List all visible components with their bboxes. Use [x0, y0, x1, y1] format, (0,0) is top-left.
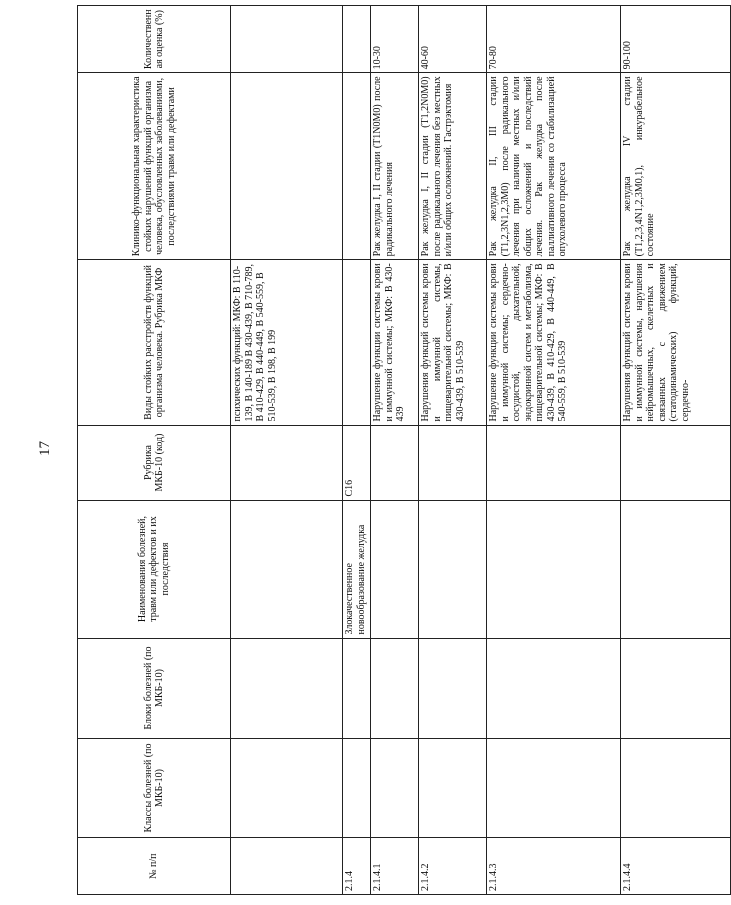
cell-code [621, 425, 731, 500]
cell-class [419, 738, 487, 838]
cell-class [371, 738, 419, 838]
header-functions: Виды стойких расстройств функций организма человека. Рубрика МКФ [78, 260, 231, 425]
table-row [231, 6, 343, 895]
cell-block [343, 638, 371, 738]
cell-percent: 10-30 [371, 6, 419, 73]
cell-num: 2.1.4.4 [621, 838, 731, 895]
cell-clinical: Рак желудка II, III стадии (T1,2,3N1,2,3M0) после радикального лечения при наличии местных и/или общих осложнений и последствий лечения. Рак желудка после паллиативного лечения со стабилизацией опухолевого процесса [487, 73, 621, 260]
disability-criteria-table [77, 5, 731, 895]
cell-name [487, 500, 621, 638]
cell-block [487, 638, 621, 738]
header-code: Рубрика МКБ-10 (код) [78, 425, 231, 500]
cell-clinical [343, 73, 371, 260]
cell-clinical: Рак желудка I, II стадии (T1,2N0M0) после радикального лечения без местных и/или общих осложнений. Гастрэктомия [419, 73, 487, 260]
cell-percent [343, 6, 371, 73]
cell-block [231, 638, 343, 738]
cell-num: 2.1.4.3 [487, 838, 621, 895]
cell-name [231, 500, 343, 638]
cell-num [231, 838, 343, 895]
cell-class [343, 738, 371, 838]
cell-percent: 40-60 [419, 6, 487, 73]
cell-clinical [231, 73, 343, 260]
cell-name [621, 500, 731, 638]
cell-code [487, 425, 621, 500]
header-row [78, 6, 231, 895]
rotated-page [69, 0, 691, 905]
page-number: 17 [37, 441, 53, 456]
cell-functions: психических функций: МКФ: В 110-139, В 140-189 В 430-439, В 710-789, В 410-429, В 440-449, В 540-559, В 510-539, В 198, В 199 [231, 260, 343, 425]
cell-clinical: Рак желудка I, II стадии (T1N0M0) после радикального лечения [371, 73, 419, 260]
header-num: № п/п [78, 838, 231, 895]
cell-functions: Нарушение функции системы крови и иммунной системы; МКФ: В 430-439 [371, 260, 419, 425]
table-row [343, 6, 371, 895]
table-row [419, 6, 487, 895]
cell-code [371, 425, 419, 500]
cell-name [419, 500, 487, 638]
cell-code [231, 425, 343, 500]
cell-block [621, 638, 731, 738]
cell-block [371, 638, 419, 738]
table-row [371, 6, 419, 895]
rotated-table-stage [69, 0, 691, 905]
header-clinical: Клинико-функциональная характеристика стойких нарушений функций организма человека, обусловленных заболеваниями, последствиями травм или дефектами [78, 73, 231, 260]
cell-class [487, 738, 621, 838]
header-percent: Количественная оценка (%) [78, 6, 231, 73]
cell-percent: 90-100 [621, 6, 731, 73]
cell-code: С16 [343, 425, 371, 500]
header-names: Наименования болезней, травм или дефектов и их последствия [78, 500, 231, 638]
cell-num: 2.1.4.1 [371, 838, 419, 895]
cell-name [371, 500, 419, 638]
header-classes: Классы болезней (по МКБ-10) [78, 738, 231, 838]
cell-class [621, 738, 731, 838]
cell-num: 2.1.4 [343, 838, 371, 895]
table-row [621, 6, 731, 895]
cell-percent: 70-80 [487, 6, 621, 73]
cell-percent [231, 6, 343, 73]
cell-functions: Нарушение функции системы крови и иммунной системы; сердечно-сосудистой, дыхательной, эндокринной систем и метаболизма, пищеварительной системы; МКФ: В 430-439, В 410-429, В 440-449, В 540-559, В 510-539 [487, 260, 621, 425]
cell-code [419, 425, 487, 500]
cell-name: Злокачественное новообразование желудка [343, 500, 371, 638]
cell-num: 2.1.4.2 [419, 838, 487, 895]
table-row [487, 6, 621, 895]
cell-class [231, 738, 343, 838]
cell-functions: Нарушения функций системы крови и иммунной системы, нарушения нейромышечных, скелетных и связанных с движением (статодинамических) функций, сердечно- [621, 260, 731, 425]
cell-block [419, 638, 487, 738]
header-blocks: Блоки болезней (по МКБ-10) [78, 638, 231, 738]
cell-functions [343, 260, 371, 425]
cell-functions: Нарушения функций системы крови и иммунной системы, пищеварительной системы; МКФ: В 430-439, В 510-539 [419, 260, 487, 425]
cell-clinical: Рак желудка IV стадии (T1,2,3,4N1,2,3M0,1), инкурабельное состояние [621, 73, 731, 260]
